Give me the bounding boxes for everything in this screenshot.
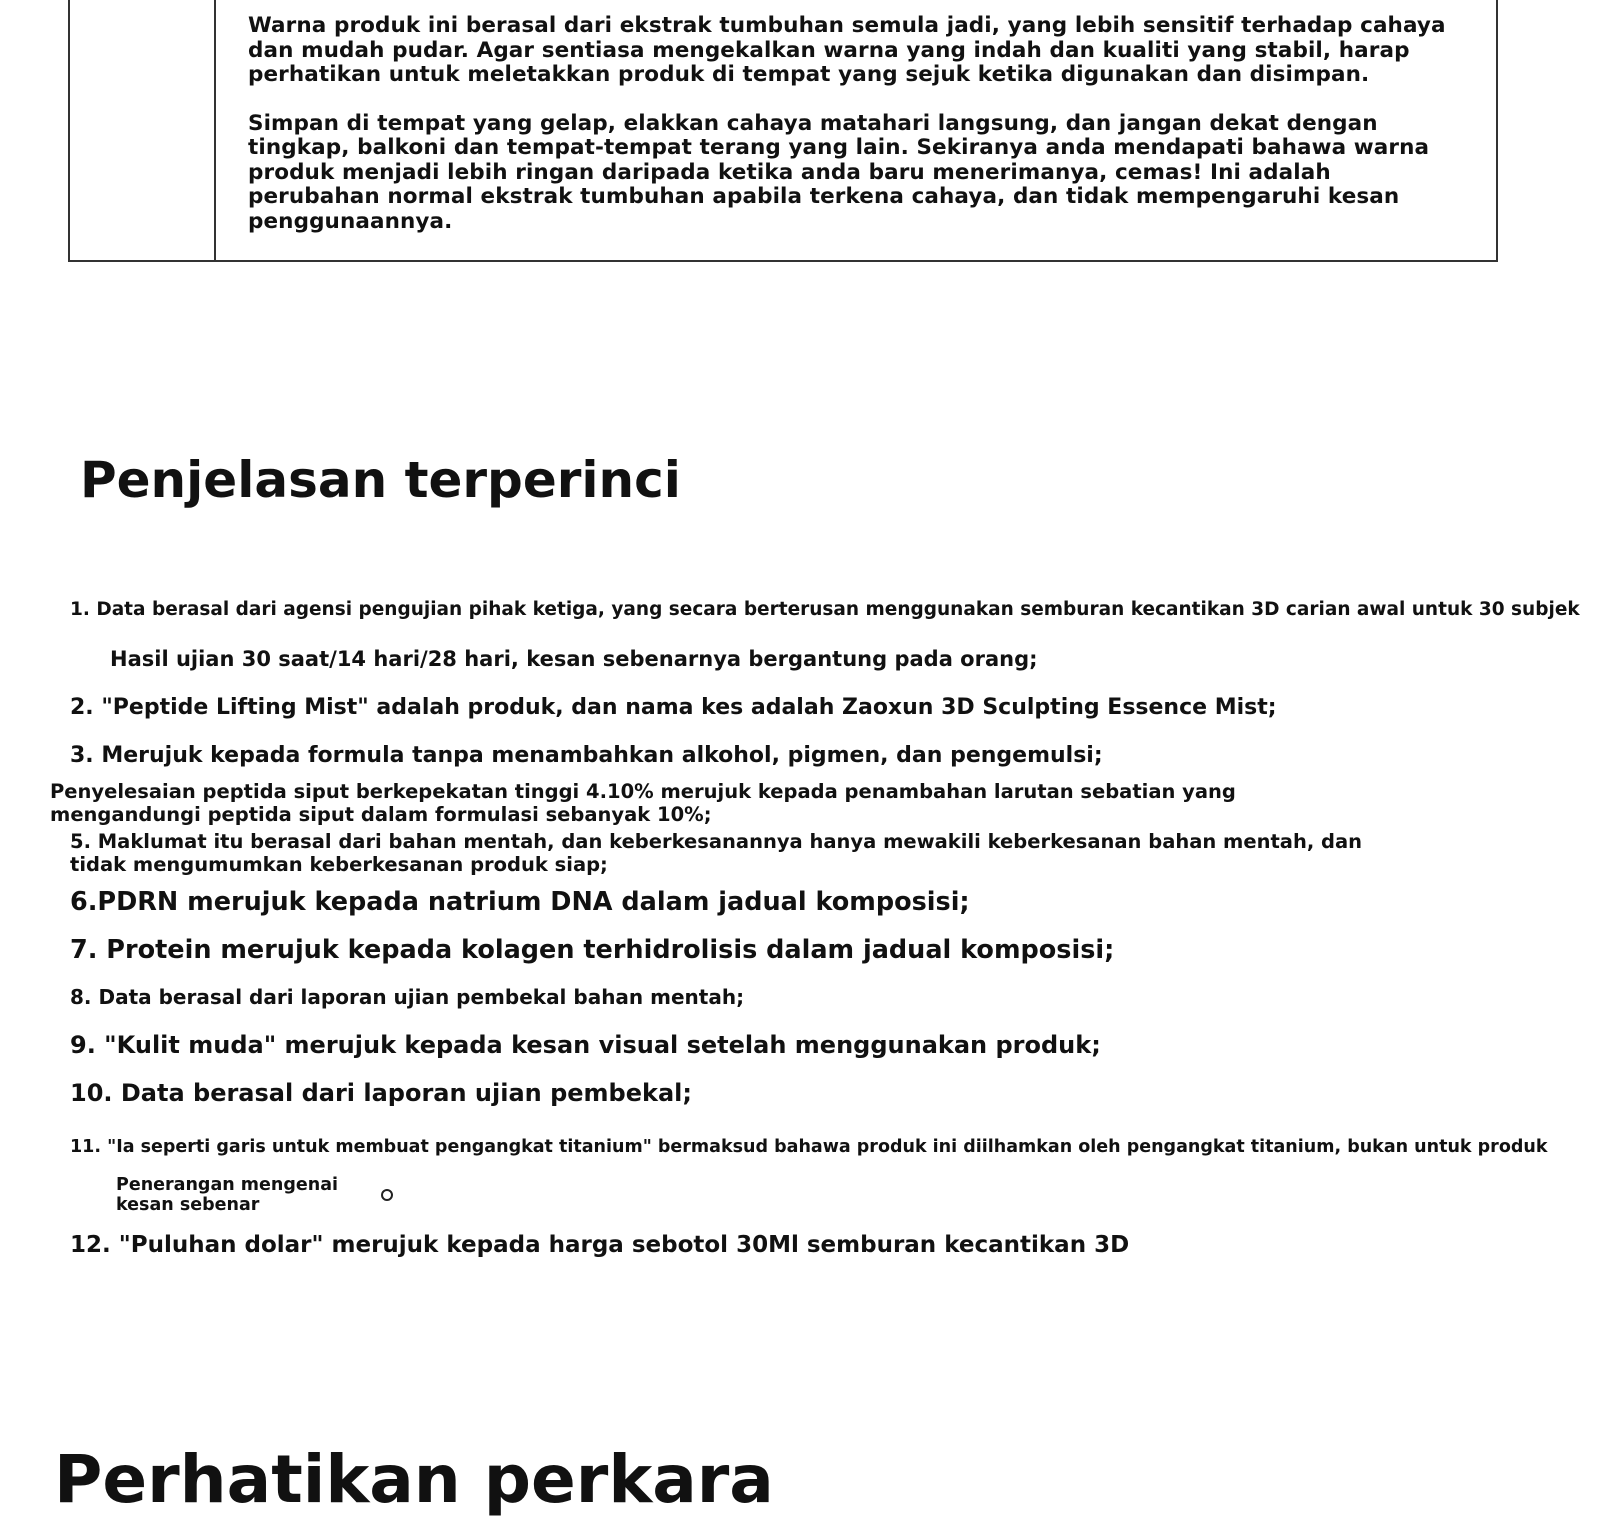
- detail-item-2: 2. "Peptide Lifting Mist" adalah produk, dan nama kes adalah Zaoxun 3D Sculpting Essence Mist;: [70, 695, 1277, 720]
- table-column-divider: [214, 0, 216, 260]
- detail-item-9: 9. "Kulit muda" merujuk kepada kesan visual setelah menggunakan produk;: [70, 1031, 1101, 1059]
- notice-paragraph-2: Simpan di tempat yang gelap, elakkan cahaya matahari langsung, dan jangan dekat dengan tingkap, balkoni dan tempat-tempat terang yang lain. Sekiranya anda mendapati bahawa warna produk menjadi lebih ringan daripada ketika anda baru menerimanya, cemas! Ini adalah perubahan normal ekstrak tumbuhan apabila terkena cahaya, dan tidak mempengaruhi kesan penggunaannya.: [248, 110, 1430, 234]
- notice-paragraph-1: Warna produk ini berasal dari ekstrak tumbuhan semula jadi, yang lebih sensitif terhadap cahaya dan mudah pudar. Agar sentiasa mengekalkan warna yang indah dan kualiti yang stabil, harap perhatikan untuk meletakkan produk di tempat yang sejuk ketika digunakan dan disimpan.: [248, 13, 1446, 87]
- detail-item-11: 11. "Ia seperti garis untuk membuat pengangkat titanium" bermaksud bahawa produk ini diilhamkan oleh pengangkat titanium, bukan untuk produk: [70, 1137, 1548, 1157]
- notice-table: [68, 0, 1498, 262]
- detail-item-5: 5. Maklumat itu berasal dari bahan mentah, dan keberkesanannya hanya mewakili keberkesanan bahan mentah, dan tidak mengumumkan keberkesanan produk siap;: [70, 830, 1363, 876]
- detail-item-7: 7. Protein merujuk kepada kolagen terhidrolisis dalam jadual komposisi;: [70, 935, 1115, 965]
- detail-item-4: Penyelesaian peptida siput berkepekatan tinggi 4.10% merujuk kepada penambahan larutan sebatian yang mengandungi peptida siput dalam formulasi sebanyak 10%;: [50, 780, 1236, 826]
- detail-item-6: 6.PDRN merujuk kepada natrium DNA dalam jadual komposisi;: [70, 887, 970, 917]
- attention-heading: Perhatikan perkara: [54, 1441, 774, 1518]
- notice-cell: [248, 14, 1458, 258]
- detail-heading: Penjelasan terperinci: [80, 451, 681, 509]
- detail-item-1-continued: Hasil ujian 30 saat/14 hari/28 hari, kesan sebenarnya bergantung pada orang;: [110, 647, 1038, 671]
- detail-item-12: 12. "Puluhan dolar" merujuk kepada harga sebotol 30Ml semburan kecantikan 3D: [70, 1232, 1130, 1258]
- detail-item-8: 8. Data berasal dari laporan ujian pembekal bahan mentah;: [70, 985, 745, 1009]
- detail-item-10: 10. Data berasal dari laporan ujian pembekal;: [70, 1079, 692, 1107]
- detail-item-11-note: Penerangan mengenai kesan sebenar: [116, 1175, 339, 1215]
- detail-item-3: 3. Merujuk kepada formula tanpa menambahkan alkohol, pigmen, dan pengemulsi;: [70, 743, 1103, 768]
- detail-item-1: 1. Data berasal dari agensi pengujian pihak ketiga, yang secara berterusan menggunakan semburan kecantikan 3D carian awal untuk 30 subjek: [70, 599, 1580, 620]
- circle-bullet-icon: [381, 1189, 393, 1201]
